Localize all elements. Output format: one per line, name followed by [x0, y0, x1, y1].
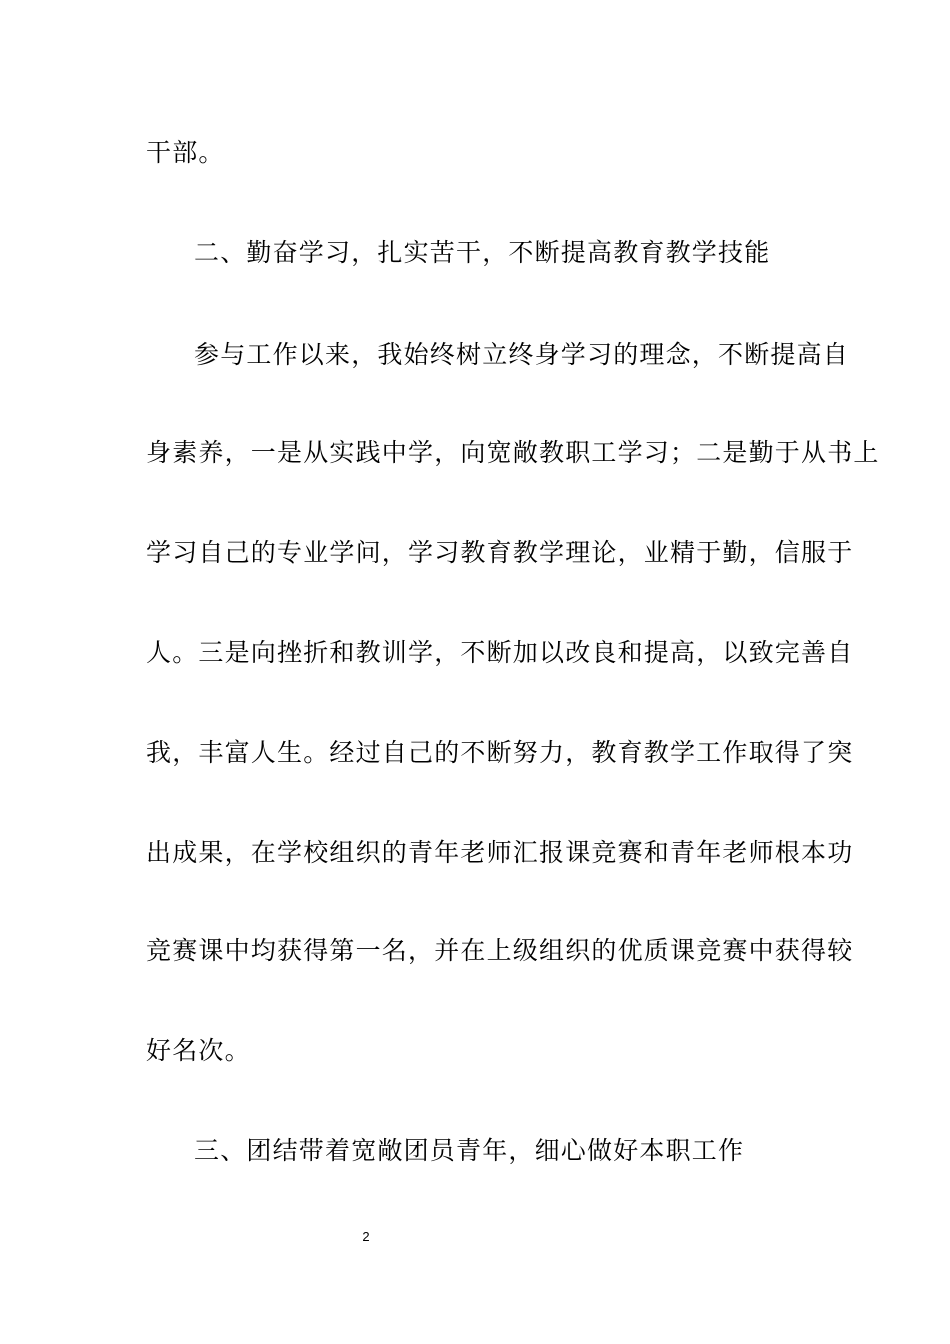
section-heading-2: 二、勤奋学习，扎实苦干，不断提高教育教学技能: [194, 238, 771, 267]
paragraph-line-3: 身素养，一是从实践中学，向宽敞教职工学习；二是勤于从书上: [146, 438, 880, 467]
page-number: 2: [362, 1229, 370, 1244]
paragraph-line-2: 参与工作以来，我始终树立终身学习的理念，不断提高自: [194, 340, 850, 369]
paragraph-line-7: 出成果，在学校组织的青年老师汇报课竞赛和青年老师根本功: [146, 838, 854, 867]
paragraph-line-9: 好名次。: [146, 1036, 251, 1065]
paragraph-line-6: 我，丰富人生。经过自己的不断努力，教育教学工作取得了突: [146, 738, 854, 767]
paragraph-line-5: 人。三是向挫折和教训学，不断加以改良和提高，以致完善自: [146, 638, 854, 667]
paragraph-line-8: 竞赛课中均获得第一名，并在上级组织的优质课竞赛中获得较: [146, 936, 854, 965]
paragraph-line-1: 干部。: [146, 138, 225, 167]
section-heading-3: 三、团结带着宽敞团员青年，细心做好本职工作: [194, 1136, 745, 1165]
paragraph-line-4: 学习自己的专业学问，学习教育教学理论，业精于勤，信服于: [146, 538, 854, 567]
